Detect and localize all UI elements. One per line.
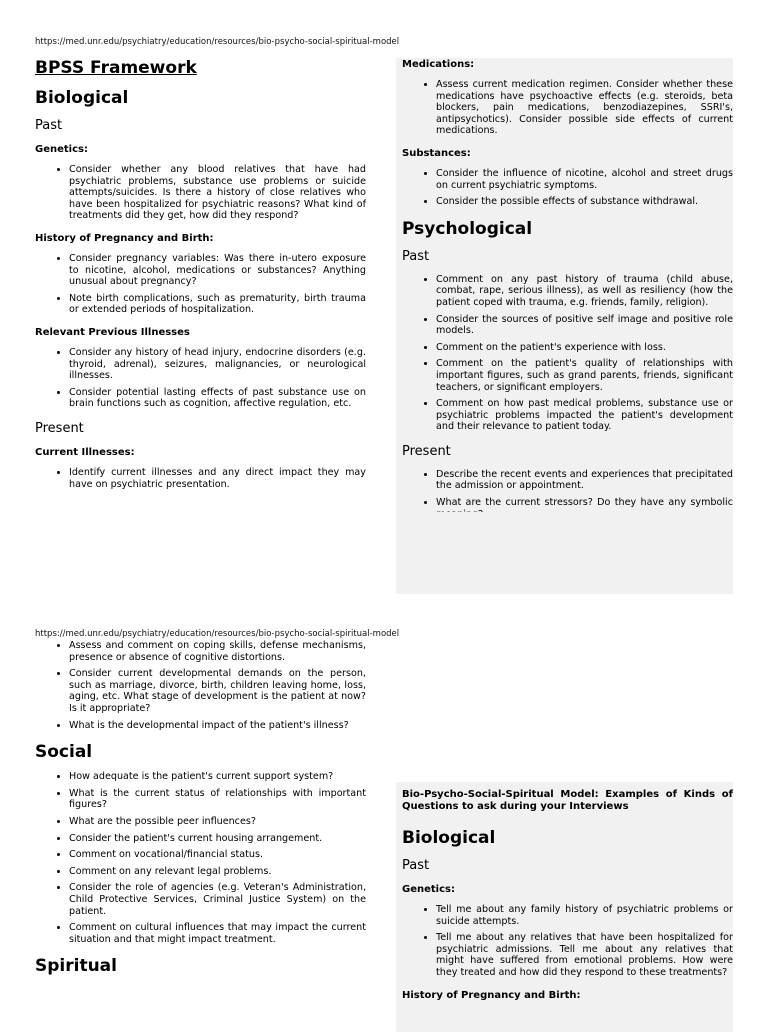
list-item: • What are the current stressors? Do they have any symbolic [436,497,733,520]
heading-current-illnesses: Current Illnesses: [35,446,135,458]
list-item: • Consider the possible effects of substance withdrawal. [436,196,733,208]
list-item: • Assess current medication regimen. Consider whether these medications have psychoactive effects (e.g. steroids, beta blockers, pain medications, benzodiazepines, SSRI's, antipsychotics). Consider possible side effects of current medications. [436,79,733,137]
genetics-list [35,164,366,222]
right-column [402,58,733,530]
questions-intro: Bio-Psycho-Social-Spiritual Model: Examples of Kinds of Questions to ask during your Interviews [402,789,733,812]
list-item: • Consider whether any blood relatives that have had psychiatric problems, substance use problems or suicide attempts/suicides. Is there a history of close relatives who have been hospitalized for psychiatric reasons? What kind of treatments did they get, how did they respond? [69,164,366,222]
section-psychological: Psychological [402,218,533,239]
page-2 [0,512,768,1024]
list-item: • Comment on the patient's quality of relationships with important figures, such as grand parents, friends, significant teachers, or significant employers. [436,358,733,393]
list-item: • Comment on any past history of trauma (child abuse, combat, rape, serious illness), as well as resiliency (how the patient coped with trauma, e.g. friends, family, religion). [436,274,733,309]
list-item: • Tell me about any relatives that have been hospitalized for psychiatric admissions. Tell me about any relatives that might have suffered from emotional problems. How were they treated and how did they respond to these treatments? [436,932,733,978]
subsection-past: Past [402,858,430,873]
section-biological: Biological [35,88,129,108]
heading-medications: Medications: [402,59,475,70]
list-item: • Comment on any relevant legal problems. [69,866,366,878]
list-item: • Consider any history of head injury, endocrine disorders (e.g. thyroid, adrenal), seizures, malignancies, or neurological illnesses. [69,347,366,382]
list-item: • Assess and comment on coping skills, defense mechanisms, presence or absence of cognitive distortions. [69,640,366,663]
heading-substances: Substances: [402,147,471,159]
list-item: • What is the current status of relationships with important figures? [69,788,366,811]
list-item: • Consider potential lasting effects of past substance use on brain functions such as cognition, affective regulation, etc. [69,387,366,410]
illnesses-list [35,347,366,410]
list-item: • Consider pregnancy variables: Was there in-utero exposure to nicotine, alcohol, medications or substances? Anything unusual about pregnancy? [69,253,366,288]
list-item: • Consider the patient's current housing arrangement. [69,833,366,845]
heading-pregnancy: History of Pregnancy and Birth: [402,989,581,1001]
psych-present-continued-list [35,640,366,731]
substances-list [402,168,733,208]
source-url[interactable]: https://med.unr.edu/psychiatry/education/resources/bio-psycho-social-spiritual-model [35,37,400,47]
heading-pregnancy: History of Pregnancy and Birth: [35,232,214,244]
medications-list [402,79,733,137]
heading-genetics: Genetics: [402,884,455,895]
list-item: • Consider the sources of positive self image and positive role models. [436,314,733,337]
list-item: • Tell me about any family history of psychiatric problems or suicide attempts. [436,904,733,927]
list-item: • What is the developmental impact of the patient's illness? [69,720,366,732]
list-item: • Consider the influence of nicotine, alcohol and street drugs on current psychiatric symptoms. [436,168,733,191]
genetics-questions-list [402,904,733,979]
list-item: • Note birth complications, such as prematurity, birth trauma or extended periods of hospitalization. [69,293,366,316]
list-item: • Comment on cultural influences that may impact the current situation and that might impact treatment. [69,922,366,945]
section-social: Social [35,742,93,763]
list-item: • Comment on the patient's experience with loss. [436,342,733,354]
list-item: • Identify current illnesses and any direct impact they may have on psychiatric presentation. [69,467,366,490]
subsection-present: Present [402,443,451,459]
left-column [35,57,366,500]
list-item: • Comment on vocational/financial status. [69,849,366,861]
list-item: • Describe the recent events and experiences that precipitated the admission or appointment. [436,469,733,492]
column-shade [396,512,733,594]
heading-previous-illnesses: Relevant Previous Illnesses [35,326,190,338]
list-item: • Consider the role of agencies (e.g. Veteran's Administration, Child Protective Services, Criminal Justice System) on the patient. [69,882,366,917]
right-column [402,789,733,1010]
psych-past-list [402,274,733,433]
heading-genetics: Genetics: [35,144,88,155]
section-spiritual: Spiritual [35,956,117,977]
pregnancy-list [35,253,366,316]
document-title: BPSS Framework [35,58,197,78]
subsection-past: Past [35,118,63,133]
list-item: • How adequate is the patient's current support system? [69,771,366,783]
left-column [35,640,366,985]
section-biological: Biological [402,828,496,848]
list-item: • What are the possible peer influences? [69,816,366,828]
subsection-past: Past [402,248,430,264]
page-1 [0,0,768,512]
subsection-present: Present [35,420,84,436]
list-item: • Consider current developmental demands on the person, such as marriage, divorce, birth, children leaving home, loss, aging, etc. What stage of development is the patient at now? Is it appropriate? [69,668,366,714]
current-illnesses-list [35,467,366,490]
list-item: • Comment on how past medical problems, substance use or psychiatric problems impacted the patient's development and their relevance to patient today. [436,398,733,433]
source-url[interactable]: https://med.unr.edu/psychiatry/education/resources/bio-psycho-social-spiritual-model [35,629,400,639]
social-list [35,771,366,945]
